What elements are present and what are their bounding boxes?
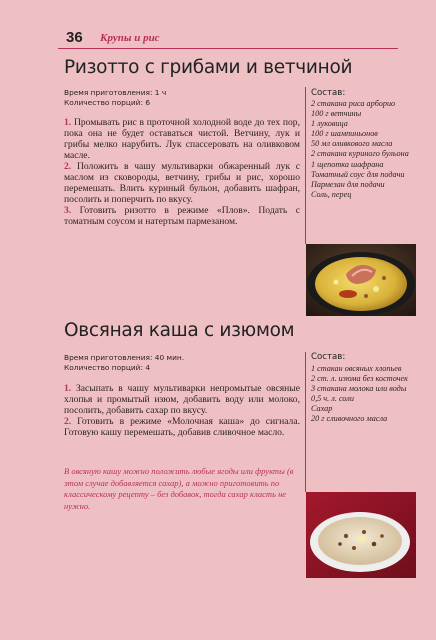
divider-line — [305, 87, 306, 244]
ingredient-item: 100 г ветчины — [311, 109, 362, 119]
step-number: 1. — [64, 117, 72, 128]
step-text: Промывать рис в проточной холодной воде до тех пор, пока она не будет оставаться чистой. Ветчину, лук и грибы мелко нарубить. Лук спассеровать на оливковом масле. — [64, 117, 300, 161]
servings: Количество порций: 6 — [64, 98, 151, 107]
ingredient-item: 2 ст. л. изюма без косточек — [311, 374, 408, 384]
ingredient-item: 1 стакан овсяных хлопьев — [311, 364, 402, 373]
oatmeal-dish-photo — [306, 492, 416, 578]
step — [64, 205, 300, 227]
divider-line — [305, 352, 306, 492]
recipe-meta — [64, 353, 294, 373]
page-number: 36 — [66, 29, 83, 46]
ingredient-item: 2 стакана куриного бульона — [311, 149, 409, 159]
step-number: 2. — [64, 161, 72, 172]
ingredient-item: Пармезан для подачи — [311, 179, 385, 189]
step — [64, 117, 300, 161]
oatmeal-photo-image — [306, 492, 416, 578]
page-header — [58, 28, 398, 49]
servings: Количество порций: 4 — [64, 363, 151, 372]
ingredient-item: 50 мл оливкового масла — [311, 139, 393, 149]
ingredients-label: Состав: — [311, 88, 346, 98]
recipe-title: Овсяная каша с изюмом — [64, 320, 295, 341]
step — [64, 161, 300, 205]
ingredient-item: 2 стакана риса арборио — [311, 99, 396, 108]
step — [64, 416, 300, 438]
ingredient-item: 100 г шампиньонов — [311, 129, 378, 139]
ingredient-item: 1 луковица — [311, 119, 348, 129]
ingredients-list — [311, 364, 411, 425]
section-title: Крупы и рис — [100, 32, 160, 44]
prep-time: Время приготовления: 1 ч — [64, 88, 167, 97]
recipe-steps — [64, 383, 300, 438]
step-text: Положить в чашу мультиварки обжаренный лук с маслом из сковороды, ветчину, грибы и рис, хорошо перемешать. Влить куриный бульон, добавить шафран, посолить и поперчить по вкусу. — [64, 161, 300, 205]
step-text: Засыпать в чашу мультиварки непромытые овсяные хлопья и промытый изюм, добавить воду или молоко, посолить, добавить сахар по вкусу. — [64, 383, 300, 416]
ingredient-item: 0,5 ч. л. соли — [311, 394, 354, 404]
step-text: Готовить в режиме «Молочная каша» до сигнала. Готовую кашу перемешать, добавив сливочное масло. — [64, 416, 300, 438]
ingredient-item: 3 стакана молока или воды — [311, 384, 407, 394]
recipe-title: Ризотто с грибами и ветчиной — [64, 57, 353, 78]
ingredient-item: 1 щепотка шафрана — [311, 159, 384, 169]
ingredient-item: Томатный соус для подачи — [311, 169, 405, 179]
ingredient-item: Соль, перец — [311, 189, 352, 199]
risotto-dish-photo — [306, 244, 416, 316]
step-number: 2. — [64, 416, 72, 427]
risotto-photo-image — [306, 244, 416, 316]
step-number: 3. — [64, 205, 72, 216]
recipe-tip: В овсяную кашу можно положить любые ягоды или фрукты (в этом случае добавляется сахар), а можно приготовить по классическому рецепту – без добавок, тогда сахар класть не нужно. — [64, 466, 294, 511]
recipe-meta — [64, 88, 294, 108]
recipe-steps — [64, 117, 300, 227]
step-text: Готовить ризотто в режиме «Плов». Подать с томатным соусом и натертым пармезаном. — [64, 205, 300, 227]
step — [64, 383, 300, 416]
ingredients-list — [311, 99, 411, 200]
ingredient-item: Сахар — [311, 404, 333, 414]
prep-time: Время приготовления: 40 мин. — [64, 353, 185, 362]
ingredients-label: Состав: — [311, 352, 346, 362]
step-number: 1. — [64, 383, 72, 394]
ingredient-item: 20 г сливочного масла — [311, 414, 388, 424]
